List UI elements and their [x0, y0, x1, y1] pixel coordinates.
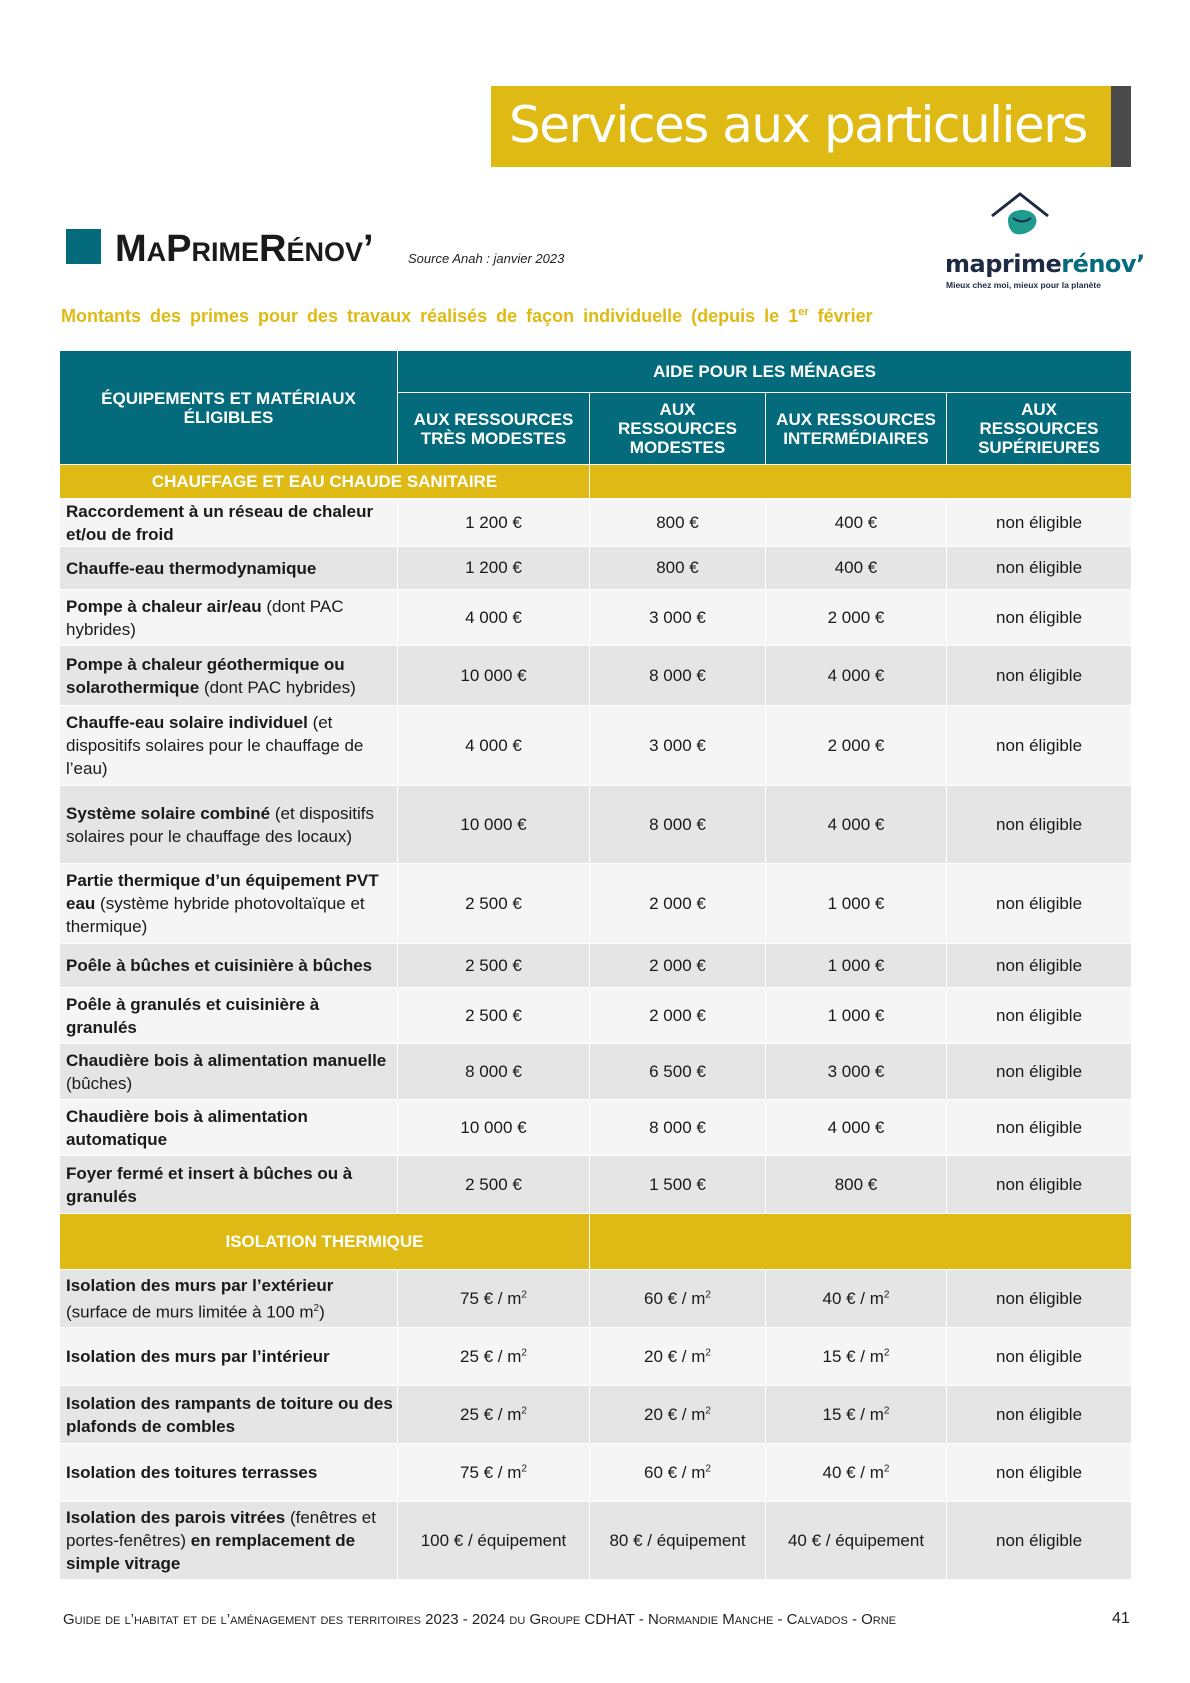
amount-cell — [398, 988, 590, 1044]
not-eligible-cell: non éligible — [947, 1328, 1132, 1386]
row-label — [60, 590, 398, 646]
row-label-note: (et dispositifs solaires pour le chauffage des locaux) — [66, 803, 375, 846]
section-header-fill — [590, 1214, 1132, 1270]
amount-cell — [766, 1386, 947, 1444]
row-label-note: (dont PAC hybrides) — [66, 596, 344, 639]
amount-unit-sup: 2 — [521, 1404, 527, 1416]
table-row — [60, 944, 1132, 988]
subtitle — [61, 306, 873, 327]
table-row — [60, 547, 1132, 590]
row-label — [60, 1156, 398, 1214]
amount-value: 2 000 € — [649, 1005, 706, 1025]
amount-cell — [398, 547, 590, 590]
amount-cell — [398, 1502, 590, 1580]
row-label-bold: Pompe à chaleur géothermique ou solarothermique — [66, 654, 345, 697]
not-eligible-cell: non éligible — [947, 547, 1132, 590]
title-banner-accent — [1111, 86, 1131, 167]
not-eligible-cell: non éligible — [947, 1100, 1132, 1156]
header-equipements-label: ÉQUIPEMENTS ET MATÉRIAUX ÉLIGIBLES — [101, 388, 356, 427]
row-label — [60, 1270, 398, 1328]
row-label — [60, 786, 398, 864]
table-row — [60, 1328, 1132, 1386]
amount-value: 40 € / équipement — [787, 1530, 925, 1550]
amount-cell — [590, 988, 766, 1044]
amount-cell — [590, 1502, 766, 1580]
amount-cell — [766, 944, 947, 988]
not-eligible-cell: non éligible — [947, 590, 1132, 646]
section-header: ISOLATION THERMIQUE — [60, 1214, 590, 1270]
amount-cell — [398, 1156, 590, 1214]
amount-value: 4 000 € — [465, 735, 522, 755]
not-eligible-cell: non éligible — [947, 706, 1132, 786]
logo-word-b: rénov’ — [1061, 250, 1145, 278]
table-row — [60, 1270, 1132, 1328]
amount-unit-sup: 2 — [883, 1346, 890, 1358]
table-row — [60, 1502, 1132, 1580]
row-label — [60, 944, 398, 988]
amount-cell — [766, 988, 947, 1044]
amount-unit-sup: 2 — [705, 1346, 711, 1358]
header-col-4-label: AUX RESSOURCES SUPÉRIEURES — [978, 400, 1100, 457]
amount-cell — [766, 590, 947, 646]
table-row — [60, 1386, 1132, 1444]
amount-cell — [398, 499, 590, 547]
amount-value: 4 000 € — [827, 1117, 885, 1137]
amount-value: 2 500 € — [465, 1174, 522, 1194]
not-eligible-cell: non éligible — [947, 1156, 1132, 1214]
table-row — [60, 786, 1132, 864]
amount-value: 40 € / m — [822, 1288, 884, 1308]
header-col-1 — [398, 393, 590, 465]
amount-cell — [590, 786, 766, 864]
amount-value: 800 € — [834, 1174, 878, 1194]
section-title: MaPrimeRénov’ — [115, 228, 374, 270]
amount-unit-sup: 2 — [883, 1404, 890, 1416]
row-label-bold: Pompe à chaleur air/eau — [66, 596, 262, 616]
aid-table — [59, 350, 1132, 1580]
table-row — [60, 499, 1132, 547]
row-label — [60, 1044, 398, 1100]
amount-value: 25 € / m — [460, 1346, 522, 1366]
amount-cell — [766, 786, 947, 864]
row-label-bold-2: en remplacement de simple vitrage — [66, 1531, 356, 1573]
amount-cell — [590, 944, 766, 988]
section-header: CHAUFFAGE ET EAU CHAUDE SANITAIRE — [60, 465, 590, 499]
amount-value: 3 000 € — [649, 735, 706, 755]
amount-value: 75 € / m — [460, 1462, 522, 1482]
footer-text: Guide de l’habitat et de l’aménagement des territoires 2023 - 2024 du Groupe CDHAT - Normandie Manche - Calvados - Orne — [63, 1611, 897, 1628]
amount-cell — [766, 1100, 947, 1156]
row-label — [60, 864, 398, 944]
amount-unit-sup: 2 — [521, 1288, 527, 1300]
header-equipements — [60, 351, 398, 465]
logo-wordmark — [945, 250, 1145, 278]
not-eligible-cell: non éligible — [947, 944, 1132, 988]
amount-cell — [590, 646, 766, 706]
amount-value: 8 000 € — [649, 665, 706, 685]
amount-value: 1 000 € — [827, 955, 885, 975]
header-aide: AIDE POUR LES MÉNAGES — [398, 351, 1132, 393]
subtitle-text: Montants des primes pour des travaux réalisés de façon individuelle (depuis le 1 — [61, 306, 799, 326]
row-label — [60, 988, 398, 1044]
row-label-bold: Isolation des murs par l’intérieur — [66, 1347, 330, 1366]
row-label-bold: Raccordement à un réseau de chaleur et/ou de froid — [66, 501, 374, 544]
amount-cell — [766, 1270, 947, 1328]
amount-cell — [590, 1328, 766, 1386]
amount-cell — [398, 706, 590, 786]
amount-value: 60 € / m — [644, 1288, 706, 1308]
source-note: Source Anah : janvier 2023 — [408, 251, 565, 266]
amount-cell — [590, 1156, 766, 1214]
row-label-note: (système hybride photovoltaïque et thermique) — [66, 894, 365, 936]
header-col-4 — [947, 393, 1132, 465]
amount-value: 80 € / équipement — [609, 1530, 746, 1550]
amount-cell — [590, 499, 766, 547]
amount-unit-sup: 2 — [521, 1346, 527, 1358]
row-label — [60, 1502, 398, 1580]
not-eligible-cell: non éligible — [947, 1502, 1132, 1580]
subtitle-end: février — [808, 306, 873, 326]
amount-unit-sup: 2 — [883, 1288, 890, 1300]
amount-value: 8 000 € — [649, 1117, 706, 1137]
not-eligible-cell: non éligible — [947, 1444, 1132, 1502]
row-label — [60, 1100, 398, 1156]
amount-value: 2 000 € — [649, 893, 706, 913]
row-label — [60, 706, 398, 786]
amount-unit-sup: 2 — [705, 1288, 711, 1300]
amount-value: 2 000 € — [827, 735, 885, 755]
table-row — [60, 1156, 1132, 1214]
amount-value: 15 € / m — [822, 1404, 884, 1424]
amount-value: 2 000 € — [827, 607, 885, 627]
amount-cell — [766, 1444, 947, 1502]
row-label-note: (et dispositifs solaires pour le chauffage de l’eau) — [66, 713, 364, 778]
row-label-note: (bûches) — [66, 1073, 133, 1093]
row-label-note: (surface de murs limitée à 100 m — [66, 1302, 314, 1322]
amount-cell — [398, 944, 590, 988]
table-row — [60, 706, 1132, 786]
table-row — [60, 1044, 1132, 1100]
amount-cell — [766, 1502, 947, 1580]
not-eligible-cell: non éligible — [947, 786, 1132, 864]
amount-cell — [398, 1386, 590, 1444]
amount-value: 6 500 € — [649, 1061, 706, 1081]
amount-value: 4 000 € — [827, 665, 885, 685]
not-eligible-cell: non éligible — [947, 499, 1132, 547]
amount-cell — [766, 706, 947, 786]
amount-value: 800 € — [656, 558, 699, 577]
amount-cell — [590, 1444, 766, 1502]
amount-value: 20 € / m — [644, 1346, 706, 1366]
row-label-bold: Chauffe-eau thermodynamique — [66, 558, 317, 578]
amount-unit-sup: 2 — [521, 1462, 527, 1474]
amount-value: 2 000 € — [649, 955, 706, 975]
amount-value: 1 200 € — [465, 512, 522, 532]
amount-cell — [398, 786, 590, 864]
section-header-fill — [590, 465, 1132, 499]
row-label-note: (fenêtres et portes-fenêtres) — [66, 1508, 376, 1550]
logo-tagline: Mieux chez moi, mieux pour la planète — [946, 280, 1101, 290]
amount-cell — [590, 1100, 766, 1156]
amount-value: 2 500 € — [465, 1005, 522, 1025]
amount-cell — [398, 1444, 590, 1502]
amount-value: 800 € — [656, 512, 699, 532]
amount-value: 75 € / m — [460, 1288, 522, 1308]
amount-cell — [590, 547, 766, 590]
amount-cell — [766, 646, 947, 706]
subtitle-sup: er — [798, 306, 809, 318]
amount-cell — [398, 1100, 590, 1156]
amount-value: 1 200 € — [465, 558, 522, 577]
amount-cell — [398, 1044, 590, 1100]
amount-cell — [590, 1386, 766, 1444]
row-label — [60, 499, 398, 547]
row-label — [60, 646, 398, 706]
amount-unit-sup: 2 — [705, 1462, 711, 1474]
row-label-bold: Poêle à bûches et cuisinière à bûches — [66, 956, 373, 975]
row-label-note-end: ) — [319, 1302, 325, 1322]
amount-value: 1 000 € — [827, 893, 885, 913]
amount-value: 40 € / m — [822, 1462, 884, 1482]
amount-cell — [398, 1270, 590, 1328]
not-eligible-cell: non éligible — [947, 988, 1132, 1044]
not-eligible-cell: non éligible — [947, 646, 1132, 706]
amount-cell — [398, 646, 590, 706]
header-col-3 — [766, 393, 947, 465]
row-label-note: (dont PAC hybrides) — [203, 677, 356, 697]
row-label — [60, 547, 398, 590]
table-row — [60, 1444, 1132, 1502]
amount-value: 1 000 € — [827, 1005, 885, 1025]
amount-value: 15 € / m — [822, 1346, 884, 1366]
section-square-icon — [66, 229, 101, 264]
amount-cell — [766, 1156, 947, 1214]
amount-cell — [590, 590, 766, 646]
amount-value: 3 000 € — [649, 607, 706, 627]
amount-cell — [766, 547, 947, 590]
header-col-2-label: AUX RESSOURCES MODESTES — [617, 400, 738, 457]
amount-value: 8 000 € — [649, 814, 706, 834]
amount-value: 100 € / équipement — [420, 1530, 567, 1550]
row-label-bold: Chaudière bois à alimentation automatique — [66, 1106, 308, 1149]
amount-value: 2 500 € — [465, 955, 522, 975]
amount-cell — [398, 864, 590, 944]
amount-value: 3 000 € — [827, 1061, 885, 1081]
not-eligible-cell: non éligible — [947, 1386, 1132, 1444]
amount-cell — [398, 1328, 590, 1386]
table-row — [60, 1100, 1132, 1156]
amount-value: 10 000 € — [460, 814, 527, 834]
table-row — [60, 988, 1132, 1044]
amount-unit-sup: 2 — [883, 1462, 890, 1474]
row-label-bold: Chauffe-eau solaire individuel — [66, 713, 308, 732]
page-number: 41 — [1112, 1610, 1130, 1627]
amount-value: 400 € — [834, 512, 878, 532]
row-label-note-sup: 2 — [313, 1302, 320, 1314]
row-label-bold: Isolation des toitures terrasses — [66, 1463, 318, 1482]
amount-cell — [766, 499, 947, 547]
row-label-bold: Isolation des murs par l’extérieur — [66, 1275, 334, 1295]
amount-value: 25 € / m — [460, 1404, 522, 1424]
not-eligible-cell: non éligible — [947, 864, 1132, 944]
amount-cell — [590, 1044, 766, 1100]
table-row — [60, 590, 1132, 646]
row-label-bold: Isolation des parois vitrées — [66, 1508, 286, 1527]
amount-value: 60 € / m — [644, 1462, 706, 1482]
table-row — [60, 864, 1132, 944]
amount-cell — [766, 1044, 947, 1100]
amount-value: 4 000 € — [827, 814, 885, 834]
amount-cell — [398, 590, 590, 646]
row-label-bold: Chaudière bois à alimentation manuelle — [66, 1050, 387, 1070]
amount-value: 400 € — [834, 558, 878, 577]
logo-word-a: maprime — [945, 250, 1062, 278]
amount-value: 10 000 € — [460, 1117, 527, 1137]
amount-value: 20 € / m — [644, 1404, 706, 1424]
amount-cell — [766, 864, 947, 944]
amount-value: 8 000 € — [465, 1061, 522, 1081]
amount-unit-sup: 2 — [705, 1404, 711, 1416]
table-row — [60, 646, 1132, 706]
amount-value: 10 000 € — [460, 665, 527, 685]
row-label — [60, 1328, 398, 1386]
row-label-bold: Poêle à granulés et cuisinière à granulés — [66, 994, 320, 1037]
row-label — [60, 1444, 398, 1502]
amount-value: 2 500 € — [465, 893, 522, 913]
row-label-bold: Isolation des rampants de toiture ou des plafonds de combles — [66, 1393, 393, 1436]
amount-cell — [590, 706, 766, 786]
row-label-bold: Partie thermique d’un équipement PVT eau — [66, 871, 379, 913]
header-col-1-label: AUX RESSOURCES TRÈS MODESTES — [413, 409, 574, 448]
amount-value: 4 000 € — [465, 607, 522, 627]
amount-cell — [766, 1328, 947, 1386]
not-eligible-cell: non éligible — [947, 1270, 1132, 1328]
page-title: Services aux particuliers — [509, 96, 1087, 154]
amount-cell — [590, 1270, 766, 1328]
row-label — [60, 1386, 398, 1444]
amount-cell — [590, 864, 766, 944]
amount-value: 1 500 € — [649, 1174, 706, 1194]
row-label-bold: Système solaire combiné — [66, 803, 271, 823]
row-label-bold: Foyer fermé et insert à bûches ou à granulés — [66, 1163, 353, 1206]
header-col-3-label: AUX RESSOURCES INTERMÉDIAIRES — [776, 409, 936, 448]
header-col-2 — [590, 393, 766, 465]
not-eligible-cell: non éligible — [947, 1044, 1132, 1100]
